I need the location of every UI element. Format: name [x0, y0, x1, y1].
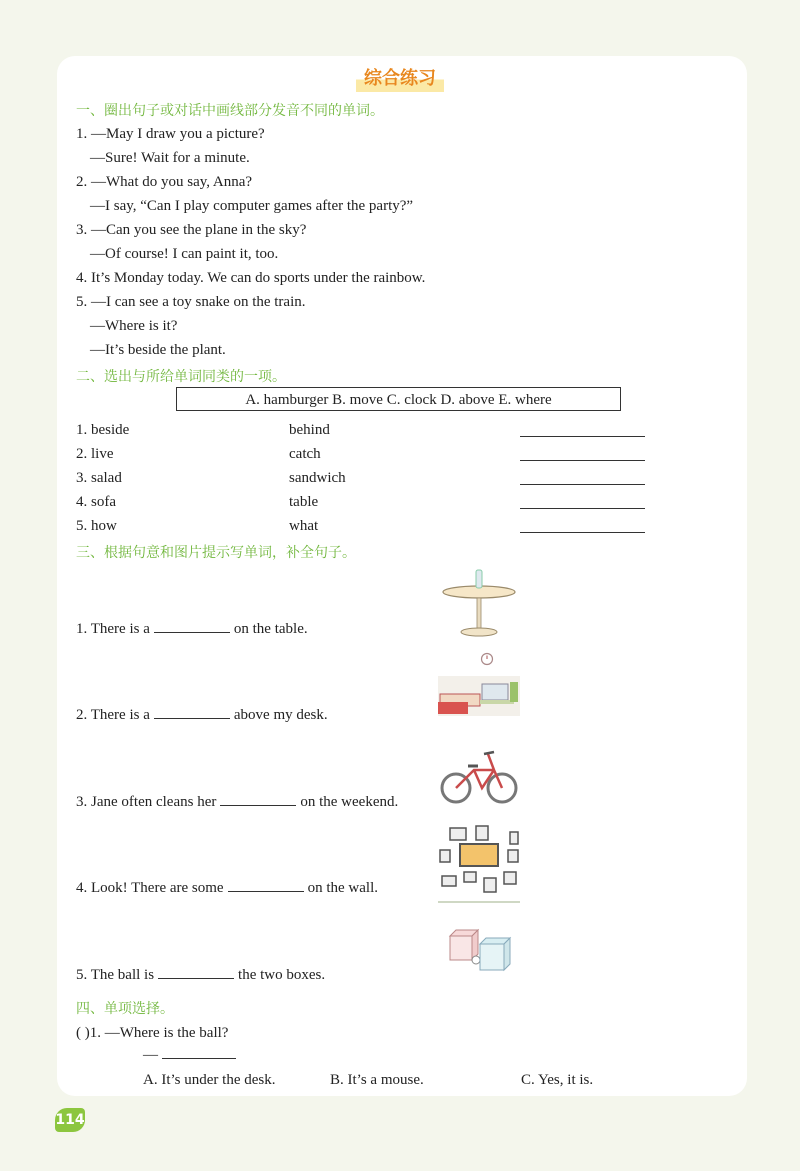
s1-line-10-text: —It’s beside the plant.	[90, 342, 226, 358]
s2-row-5-right: what	[289, 518, 319, 534]
s1-line-10	[90, 341, 226, 359]
s2-row-2-answer-line[interactable]	[520, 460, 645, 461]
s3-item-5	[76, 966, 325, 984]
s2-row-1-left: 1. beside	[76, 422, 130, 438]
s2-row-1-right: behind	[289, 422, 330, 438]
s3-item-3	[76, 793, 398, 811]
s3-item-5-after: the two boxes.	[238, 967, 326, 983]
s1-line-4-text: —I say, “Can I play computer games after the party?”	[90, 198, 414, 214]
s1-line-9	[90, 317, 177, 335]
s1-line-6	[90, 245, 278, 263]
s3-item-5-before: 5. The ball is	[76, 967, 155, 983]
s1-line-9-text: —Where is it?	[90, 318, 178, 334]
s3-item-4-before: 4. Look! There are some	[76, 880, 224, 896]
s2-row-4-left: 4. sofa	[76, 494, 116, 510]
s3-item-5-blank[interactable]	[158, 977, 234, 979]
s1-line-4	[90, 197, 413, 215]
s3-item-3-after: on the weekend.	[300, 794, 399, 810]
s1-line-7-text: 4. It’s Monday today. We can do sports under the rainbow.	[76, 270, 426, 286]
s3-item-2-before: 2. There is a	[76, 707, 150, 723]
s3-item-1-before: 1. There is a	[76, 621, 150, 637]
s2-row-4-answer-line[interactable]	[520, 508, 645, 509]
s3-item-1	[76, 620, 308, 638]
s1-line-8-text: 5. —I can see a toy snake on the train.	[76, 294, 306, 310]
s3-item-3-before: 3. Jane often cleans her	[76, 794, 217, 810]
s3-item-2-blank[interactable]	[154, 717, 230, 719]
s2-row-5-left: 5. how	[76, 518, 117, 534]
s2-row-4-right: table	[289, 494, 319, 510]
s1-line-3	[76, 173, 252, 191]
s1-line-3-text: 2. —What do you say, Anna?	[76, 174, 253, 190]
s4-option-c: C. Yes, it is.	[521, 1072, 594, 1088]
section2-heading: 二、选出与所给单词同类的一项。	[76, 369, 286, 385]
round-table-picture	[436, 566, 522, 640]
s2-row-1-answer-line[interactable]	[520, 436, 645, 437]
s3-item-4-after: on the wall.	[307, 880, 378, 896]
s3-item-1-after: on the table.	[233, 621, 308, 637]
s1-line-6-text: —Of course! I can paint it, too.	[90, 246, 279, 262]
s4-question-1: ( )1. —Where is the ball?	[76, 1025, 229, 1041]
options-box: A. hamburger B. move C. clock D. above E. where	[176, 387, 621, 411]
s2-row-2-right: catch	[289, 446, 321, 462]
s4-option-b: B. It’s a mouse.	[330, 1072, 424, 1088]
s1-line-2-text: —Sure! Wait for a minute.	[90, 150, 250, 166]
s3-item-4	[76, 879, 378, 897]
s3-item-1-blank[interactable]	[154, 631, 230, 633]
s3-item-3-blank[interactable]	[220, 804, 296, 806]
s2-row-3-left: 3. salad	[76, 470, 122, 486]
s1-line-1-text: 1. —May I draw you a picture?	[76, 126, 265, 142]
s3-item-2	[76, 706, 328, 724]
clock-icon	[480, 652, 494, 666]
s2-row-2-left: 2. live	[76, 446, 114, 462]
s4-option-a: A. It’s under the desk.	[143, 1072, 276, 1088]
section1-heading: 一、圈出句子或对话中画线部分发音不同的单词。	[76, 103, 384, 119]
s4-answer-blank[interactable]	[162, 1057, 236, 1059]
s1-line-7	[76, 269, 425, 287]
s3-item-4-blank[interactable]	[228, 890, 304, 892]
section3-heading: 三、根据句意和图片提示写单词，补全句子。	[76, 545, 356, 561]
s1-line-2	[90, 149, 250, 167]
s1-line-1	[76, 125, 265, 143]
two-boxes-picture	[446, 926, 516, 974]
bicycle-picture	[438, 746, 520, 806]
section4-heading: 四、单项选择。	[76, 1001, 174, 1017]
s2-row-5-answer-line[interactable]	[520, 532, 645, 533]
s2-row-3-right: sandwich	[289, 470, 346, 486]
s4-answer-line	[143, 1046, 240, 1064]
s1-line-5	[76, 221, 306, 239]
s1-line-5-text: 3. —Can you see the plane in the sky?	[76, 222, 307, 238]
desk-room-picture	[438, 676, 520, 716]
pictures-on-wall	[438, 824, 520, 904]
s1-line-8	[76, 293, 306, 311]
title-area	[0, 64, 800, 92]
page-title: 综合练习	[356, 64, 444, 92]
s4-answer-dash: —	[143, 1047, 158, 1063]
s2-row-3-answer-line[interactable]	[520, 484, 645, 485]
page-number: 114	[55, 1108, 85, 1132]
s3-item-2-after: above my desk.	[233, 707, 328, 723]
